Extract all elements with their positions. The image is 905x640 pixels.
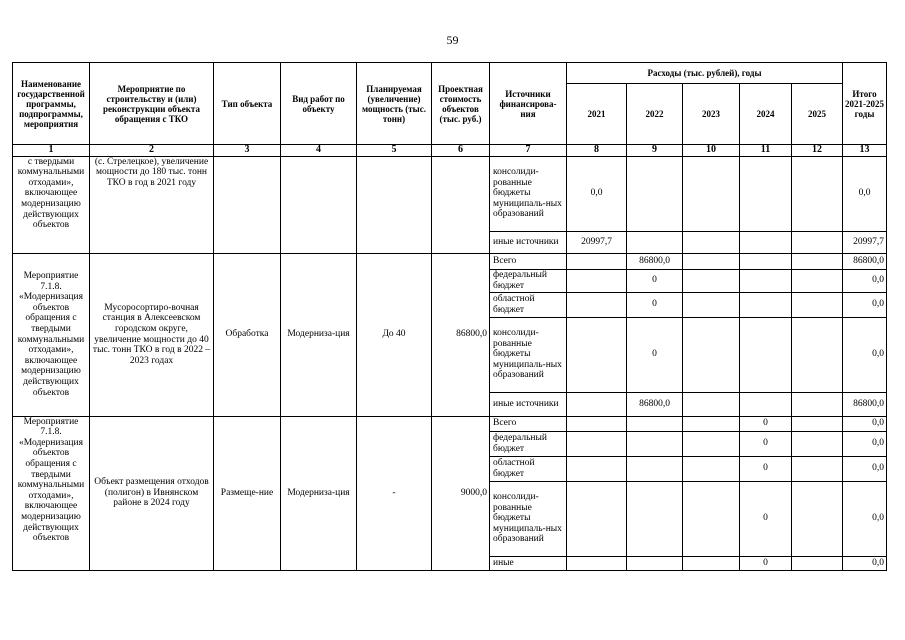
block2-value-2023 (683, 392, 740, 416)
block2-value-2021 (567, 269, 627, 292)
header-name: Наименование государственной программы, подпрограммы, мероприятия (13, 63, 90, 145)
header-year-2025: 2025 (792, 84, 843, 145)
block3-value-2023 (683, 416, 740, 431)
col-number: 10 (683, 145, 740, 157)
col-number: 12 (792, 145, 843, 157)
block2-value-2021 (567, 292, 627, 317)
block1-value-2024 (740, 156, 792, 231)
block3-value-2023 (683, 481, 740, 556)
block3-value-2025 (792, 556, 843, 570)
block2-value-2025 (792, 392, 843, 416)
block3-value-2022 (627, 481, 683, 556)
block3-value-2025 (792, 431, 843, 456)
block2-value-2024 (740, 392, 792, 416)
block1-cost (432, 156, 490, 253)
block3-value-2021 (567, 416, 627, 431)
block1-capacity (357, 156, 432, 253)
block1-value-2021: 0,0 (567, 156, 627, 231)
block2-total: 86800,0 (843, 392, 887, 416)
block1-desc: (с. Стрелецкое), увеличение мощности до 180 тыс. тонн ТКО в год в 2021 году (90, 156, 214, 253)
header-year-2023: 2023 (683, 84, 740, 145)
col-number: 5 (357, 145, 432, 157)
header-total: Итого 2021-2025 годы (843, 63, 887, 145)
block2-total: 86800,0 (843, 253, 887, 269)
col-number: 6 (432, 145, 490, 157)
header-type: Тип объекта (214, 63, 281, 145)
col-number: 8 (567, 145, 627, 157)
block3-value-2023 (683, 431, 740, 456)
block2-value-2025 (792, 269, 843, 292)
block2-source: консолиди-рованные бюджеты муниципаль-ных образований (490, 317, 567, 392)
block3-name: Мероприятие 7.1.8. «Модернизация объектов обращения с твердыми коммунальными отходами», включающее модернизацию действующих объектов (13, 416, 90, 570)
block3-value-2023 (683, 456, 740, 481)
block2-value-2022: 0 (627, 292, 683, 317)
block3-value-2025 (792, 416, 843, 431)
block2-value-2021 (567, 317, 627, 392)
block3-work: Модерниза-ция (281, 416, 357, 570)
block3-source: федеральный бюджет (490, 431, 567, 456)
block2-value-2022: 0 (627, 269, 683, 292)
col-number: 2 (90, 145, 214, 157)
block2-value-2023 (683, 292, 740, 317)
block1-value-2023 (683, 231, 740, 253)
block2-value-2024 (740, 269, 792, 292)
block2-work: Модерниза-ция (281, 253, 357, 416)
block1-source: иные источники (490, 231, 567, 253)
block3-value-2024: 0 (740, 416, 792, 431)
block1-value-2023 (683, 156, 740, 231)
block3-cost: 9000,0 (432, 416, 490, 570)
block2-total: 0,0 (843, 292, 887, 317)
block2-value-2023 (683, 253, 740, 269)
block3-capacity: - (357, 416, 432, 570)
page-number: 59 (446, 33, 459, 47)
header-year-2022: 2022 (627, 84, 683, 145)
block3-value-2024: 0 (740, 481, 792, 556)
block3-source: иные (490, 556, 567, 570)
col-number: 13 (843, 145, 887, 157)
block2-source: областной бюджет (490, 292, 567, 317)
col-number: 9 (627, 145, 683, 157)
block3-value-2021 (567, 556, 627, 570)
block2-value-2025 (792, 292, 843, 317)
block1-value-2025 (792, 231, 843, 253)
col-number: 3 (214, 145, 281, 157)
block1-name: с твердыми коммунальными отходами», включающее модернизацию действующих объектов (13, 156, 90, 253)
header-year-2024: 2024 (740, 84, 792, 145)
block3-source: областной бюджет (490, 456, 567, 481)
header-year-2021: 2021 (567, 84, 627, 145)
block3-total: 0,0 (843, 431, 887, 456)
col-number: 4 (281, 145, 357, 157)
block2-value-2024 (740, 317, 792, 392)
block2-cost: 86800,0 (432, 253, 490, 416)
block3-value-2024: 0 (740, 431, 792, 456)
block3-value-2022 (627, 456, 683, 481)
block2-value-2025 (792, 253, 843, 269)
block1-value-2022 (627, 231, 683, 253)
block3-value-2024: 0 (740, 456, 792, 481)
block2-source: Всего (490, 253, 567, 269)
block1-source: консолиди-рованные бюджеты муниципаль-ных образований (490, 156, 567, 231)
block2-value-2023 (683, 317, 740, 392)
block3-value-2025 (792, 481, 843, 556)
block3-total: 0,0 (843, 456, 887, 481)
block3-value-2021 (567, 431, 627, 456)
col-number: 7 (490, 145, 567, 157)
header-cost: Проектная стоимость объектов (тыс. руб.) (432, 63, 490, 145)
block2-source: иные источники (490, 392, 567, 416)
block3-total: 0,0 (843, 416, 887, 431)
block2-value-2023 (683, 269, 740, 292)
block2-value-2022: 86800,0 (627, 392, 683, 416)
block2-value-2025 (792, 317, 843, 392)
block2-capacity: До 40 (357, 253, 432, 416)
header-capacity: Планируемая (увеличение) мощность (тыс. тонн) (357, 63, 432, 145)
block2-value-2022: 86800,0 (627, 253, 683, 269)
block3-value-2021 (567, 481, 627, 556)
block3-value-2024: 0 (740, 556, 792, 570)
block2-desc: Мусоросортиро-вочная станция в Алексеевском городском округе, увеличение мощности до 40 тыс. тонн ТКО в год в 2022 – 2023 годах (90, 253, 214, 416)
block1-value-2021: 20997,7 (567, 231, 627, 253)
budget-table (12, 62, 887, 571)
block3-value-2022 (627, 556, 683, 570)
col-number: 1 (13, 145, 90, 157)
block2-total: 0,0 (843, 317, 887, 392)
header-activity: Мероприятие по строительству и (или) реконструкции объекта обращения с ТКО (90, 63, 214, 145)
block2-value-2022: 0 (627, 317, 683, 392)
block1-value-2025 (792, 156, 843, 231)
header-source: Источники финансирова-ния (490, 63, 567, 145)
block3-value-2025 (792, 456, 843, 481)
block3-source: консолиди-рованные бюджеты муниципаль-ных образований (490, 481, 567, 556)
block1-work (281, 156, 357, 253)
block1-value-2022 (627, 156, 683, 231)
col-number: 11 (740, 145, 792, 157)
block3-value-2022 (627, 416, 683, 431)
block3-value-2021 (567, 456, 627, 481)
block2-value-2024 (740, 253, 792, 269)
header-work: Вид работ по объекту (281, 63, 357, 145)
block2-value-2021 (567, 253, 627, 269)
block2-source: федеральный бюджет (490, 269, 567, 292)
block1-total: 0,0 (843, 156, 887, 231)
block1-value-2024 (740, 231, 792, 253)
block3-value-2022 (627, 431, 683, 456)
header-expenses: Расходы (тыс. рублей), годы (567, 63, 843, 84)
block2-total: 0,0 (843, 269, 887, 292)
block3-total: 0,0 (843, 481, 887, 556)
block2-value-2021 (567, 392, 627, 416)
block2-type: Обработка (214, 253, 281, 416)
block2-value-2024 (740, 292, 792, 317)
block3-desc: Объект размещения отходов (полигон) в Ивнянском районе в 2024 году (90, 416, 214, 570)
block3-source: Всего (490, 416, 567, 431)
block3-value-2023 (683, 556, 740, 570)
block1-total: 20997,7 (843, 231, 887, 253)
block2-name: Мероприятие 7.1.8. «Модернизация объектов обращения с твердыми коммунальными отходами», включающее модернизацию действующих объектов (13, 253, 90, 416)
block1-type (214, 156, 281, 253)
block3-type: Размеще-ние (214, 416, 281, 570)
block3-total: 0,0 (843, 556, 887, 570)
